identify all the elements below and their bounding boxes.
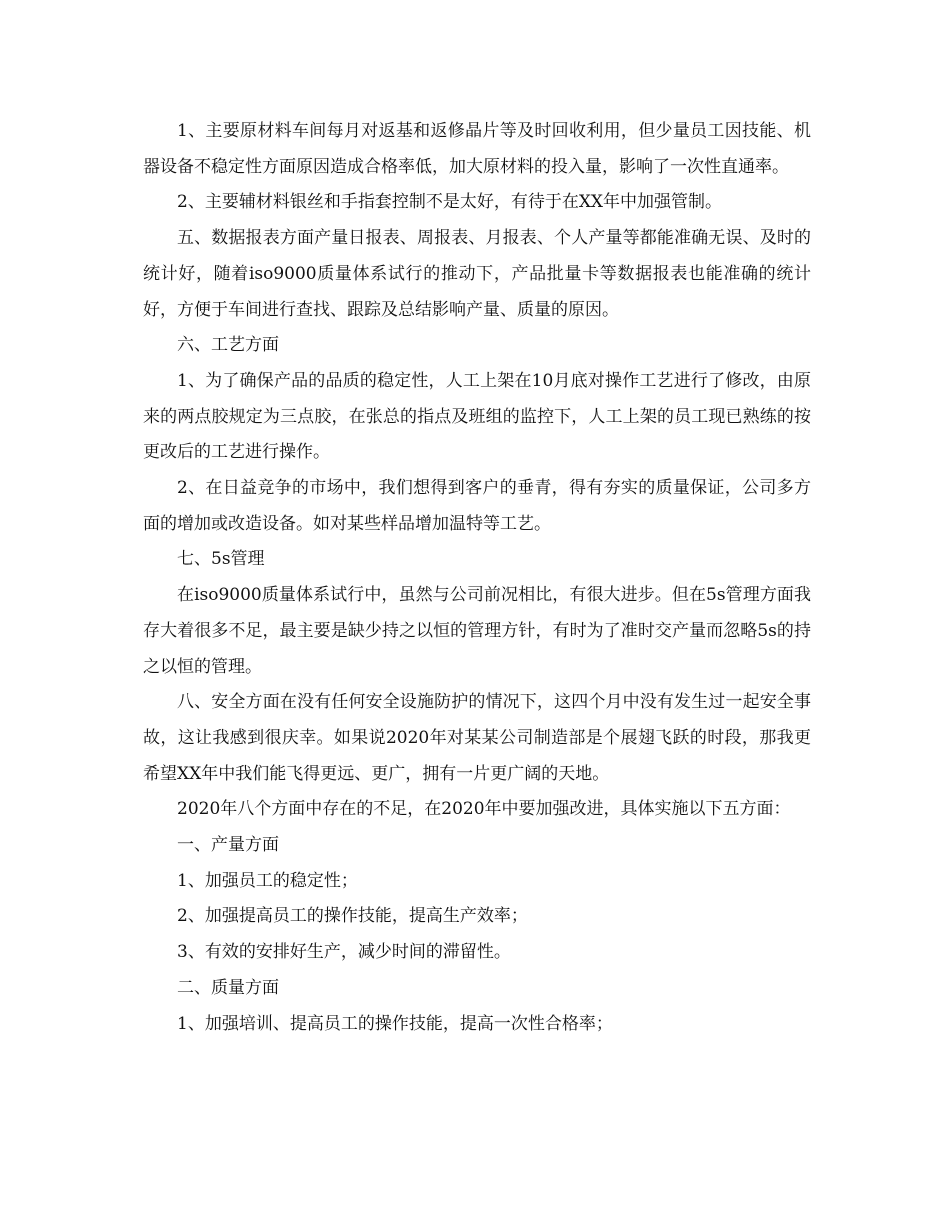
list-item: 3、有效的安排好生产，减少时间的滞留性。 <box>177 942 511 963</box>
paragraph: 1、主要原材料车间每月对返基和返修晶片等及时回收利用，但少量员工因技能、机器设备不稳定性方面原因造成合格率低，加大原材料的投入量，影响了一次性直通率。 <box>143 121 811 177</box>
paragraph: 八、安全方面在没有任何安全设施防护的情况下，这四个月中没有发生过一起安全事故，这让我感到很庆幸。如果说2020年对某某公司制造部是个展翅飞跃的时段，那我更希望XX年中我们能飞得更远、更广，拥有一片更广阔的天地。 <box>143 692 811 784</box>
paragraph: 五、数据报表方面产量日报表、周报表、月报表、个人产量等都能准确无误、及时的统计好，随着iso9000质量体系试行的推动下，产品批量卡等数据报表也能准确的统计好，方便于车间进行查找、跟踪及总结影响产量、质量的原因。 <box>143 228 811 320</box>
section-heading: 二、质量方面 <box>177 977 279 998</box>
list-item: 1、加强员工的稳定性； <box>177 870 358 891</box>
paragraph: 2020年八个方面中存在的不足，在2020年中要加强改进，具体实施以下五方面： <box>177 799 791 820</box>
paragraph: 2、主要辅材料银丝和手指套控制不是太好，有待于在XX年中加强管制。 <box>177 192 723 213</box>
paragraph: 在iso9000质量体系试行中，虽然与公司前况相比，有很大进步。但在5s管理方面我存大着很多不足，最主要是缺少持之以恒的管理方针，有时为了准时交产量而忽略5s的持之以恒的管理。 <box>143 585 811 677</box>
document-body <box>143 114 811 1042</box>
section-heading: 七、5s管理 <box>177 549 265 570</box>
section-heading: 一、产量方面 <box>177 835 279 856</box>
list-item: 2、加强提高员工的操作技能，提高生产效率； <box>177 906 528 927</box>
list-item: 1、加强培训、提高员工的操作技能，提高一次性合格率； <box>177 1013 613 1034</box>
paragraph: 2、在日益竞争的市场中，我们想得到客户的垂青，得有夯实的质量保证，公司多方面的增加或改造设备。如对某些样品增加温特等工艺。 <box>143 478 811 534</box>
paragraph: 1、为了确保产品的品质的稳定性，人工上架在10月底对操作工艺进行了修改，由原来的两点胶规定为三点胶，在张总的指点及班组的监控下，人工上架的员工现已熟练的按更改后的工艺进行操作。 <box>143 370 811 463</box>
section-heading: 六、工艺方面 <box>177 335 279 356</box>
